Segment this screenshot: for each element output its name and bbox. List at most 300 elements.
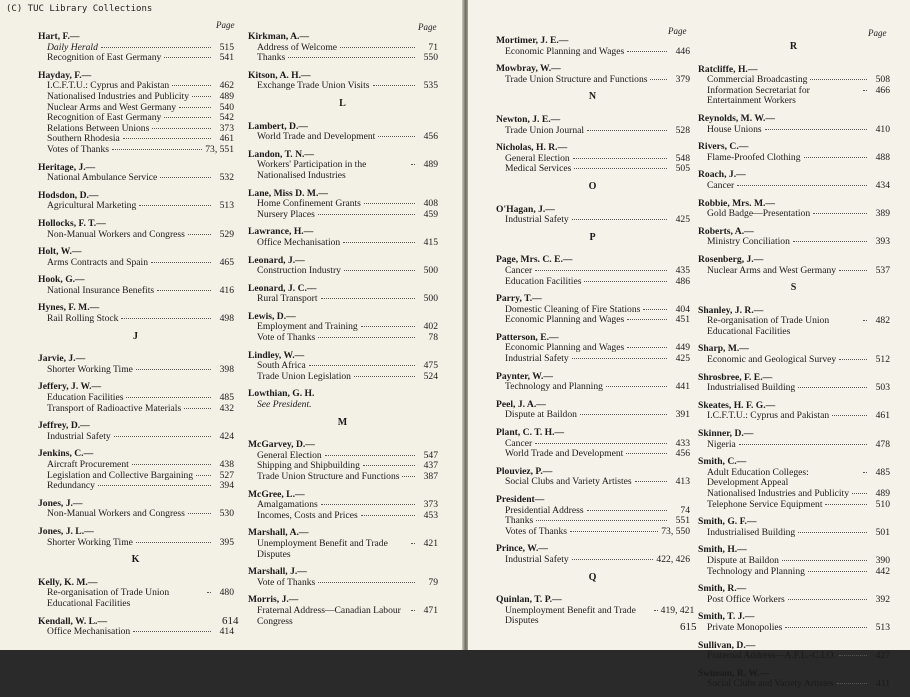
page-column-header: Page — [668, 26, 687, 36]
speaker-name: Skeates, H. F. G.— — [698, 399, 776, 411]
dot-leader — [813, 213, 867, 214]
index-entry — [38, 191, 234, 212]
speaker-name: Reynolds, M. W.— — [698, 112, 776, 124]
page-reference: 79 — [428, 576, 438, 588]
dot-leader — [288, 57, 415, 58]
dot-leader — [164, 57, 211, 58]
index-entry — [698, 306, 890, 338]
dot-leader — [114, 436, 211, 437]
page-reference: 480 — [219, 587, 234, 599]
index-subject-line — [38, 92, 234, 103]
speaker-name: Jones, J. L.— — [38, 525, 94, 537]
speaker-name: Hart, F.— — [38, 31, 80, 42]
speaker-name: Shrosbree, F. E.— — [698, 371, 773, 383]
index-subject-line — [38, 460, 234, 471]
index-subject-line — [248, 578, 438, 589]
subject-text: Cancer — [505, 437, 533, 449]
index-subject-line — [698, 500, 890, 511]
page-reference: 527 — [219, 469, 234, 481]
speaker-name: Quinlan, T. P.— — [496, 594, 562, 606]
dot-leader — [354, 376, 415, 377]
subject-text: Telephone Service Equipment — [707, 498, 823, 510]
index-subject-line — [38, 404, 234, 415]
page-reference: 500 — [423, 293, 438, 305]
page-reference: 432 — [219, 402, 234, 414]
subject-text: Exchange Trade Union Visits — [257, 80, 370, 92]
index-entry — [698, 457, 890, 510]
page-reference: 503 — [875, 382, 890, 394]
dot-leader — [535, 270, 667, 271]
subject-text: Nationalised Industries and Publicity — [707, 488, 850, 499]
dot-leader — [112, 149, 202, 150]
index-subject-line — [698, 556, 890, 567]
speaker-name: Peel, J. A.— — [496, 398, 546, 410]
index-subject-line — [698, 237, 890, 248]
index-subject-line — [38, 230, 234, 241]
speaker-name: McGarvey, D.— — [248, 439, 315, 451]
index-subject-line — [248, 132, 438, 143]
index-entry — [496, 544, 690, 565]
index-subject-line — [698, 181, 890, 192]
index-entry — [248, 389, 438, 410]
speaker-name: Plant, C. T. H.— — [496, 427, 565, 439]
dot-leader — [321, 504, 415, 505]
index-column-right-1 — [496, 35, 695, 634]
index-subject-line — [248, 372, 438, 383]
index-subject-line — [248, 81, 438, 92]
speaker-name: Rivers, C.— — [698, 141, 749, 153]
subject-text: Transport of Radioactive Materials — [47, 402, 182, 414]
speaker-name: Parry, T.— — [496, 293, 542, 305]
subject-text: Education Facilities — [47, 392, 124, 404]
subject-text: Workers' Participation in the Nationalised Industries — [257, 159, 367, 181]
section-letter: S — [790, 282, 798, 294]
dot-leader — [132, 464, 211, 465]
index-entry — [496, 333, 690, 365]
speaker-name: Kirkman, A.— — [248, 31, 310, 42]
subject-text: Votes of Thanks — [47, 143, 110, 155]
index-subject-line — [698, 623, 890, 634]
speaker-name: Skinner, D.— — [698, 428, 754, 440]
page-reference: 542 — [219, 112, 234, 124]
page-reference: 421 — [423, 537, 438, 549]
index-subject-line — [496, 382, 690, 393]
index-subject-line — [496, 215, 690, 226]
dot-leader — [340, 47, 415, 48]
dot-leader — [373, 85, 415, 86]
index-entry — [248, 227, 438, 248]
index-subject-line — [248, 606, 438, 627]
index-subject-line — [496, 266, 690, 277]
subject-text: Commercial Broadcasting — [707, 74, 808, 86]
page-reference: 442 — [875, 565, 890, 577]
page-reference: 73, 550 — [661, 525, 690, 537]
dot-leader — [627, 319, 667, 320]
page-reference: 433 — [675, 437, 690, 449]
index-subject-line — [698, 468, 890, 489]
speaker-name: Smith, R.— — [698, 583, 747, 595]
subject-text: General Election — [505, 152, 570, 164]
subject-text: Nursery Places — [257, 208, 315, 220]
section-letter: K — [131, 554, 141, 566]
index-subject-line — [698, 86, 890, 107]
subject-text: National Ambulance Service — [47, 172, 158, 184]
page-reference: 529 — [219, 228, 234, 240]
index-subject-line — [496, 164, 690, 175]
section-letter: L — [339, 97, 347, 109]
subject-text: National Insurance Benefits — [47, 284, 155, 296]
index-entry — [698, 429, 890, 450]
page-reference: 510 — [875, 498, 890, 510]
index-subject-line — [496, 527, 690, 538]
subject-text: Social Clubs and Variety Artistes — [505, 476, 632, 488]
dot-leader — [587, 130, 667, 131]
page-reference: 389 — [875, 208, 890, 220]
index-entry — [248, 312, 438, 344]
index-entry — [698, 344, 890, 365]
page-reference: 501 — [875, 526, 890, 538]
index-subject-line — [38, 538, 234, 549]
dot-leader — [793, 241, 867, 242]
subject-text: Shorter Working Time — [47, 536, 133, 548]
dot-leader — [839, 655, 867, 656]
index-subject-line — [698, 355, 890, 366]
dot-leader — [361, 515, 415, 516]
speaker-name: Swinson, R. W.— — [698, 667, 770, 679]
page-reference: 419, 421 — [660, 604, 695, 616]
page-reference: 465 — [219, 256, 234, 268]
index-subject-line — [698, 266, 890, 277]
dot-leader — [798, 532, 867, 533]
dot-leader — [172, 85, 211, 86]
dot-leader — [318, 214, 415, 215]
page-reference: 437 — [423, 460, 438, 472]
speaker-name: McGree, L.— — [248, 488, 305, 500]
dot-leader — [863, 90, 867, 91]
index-entry — [248, 351, 438, 383]
dot-leader — [643, 309, 667, 310]
subject-text: Re-organisation of Trade Union Educational Facilities — [707, 315, 830, 337]
subject-text: House Unions — [707, 123, 762, 135]
index-subject-line — [496, 449, 690, 460]
index-entry — [248, 490, 438, 522]
dot-leader — [573, 158, 667, 159]
dot-leader — [318, 582, 415, 583]
page-reference: 446 — [675, 45, 690, 57]
page-reference: 530 — [219, 508, 234, 520]
index-subject-line — [38, 314, 234, 325]
subject-text: Relations Between Unions — [47, 122, 150, 134]
dot-leader — [343, 242, 415, 243]
index-entry — [38, 527, 234, 548]
index-entry — [38, 275, 234, 296]
page-reference: 532 — [219, 172, 234, 184]
index-entry — [496, 400, 690, 421]
speaker-name: President— — [496, 494, 545, 505]
speaker-name: Jarvie, J.— — [38, 353, 86, 365]
subject-text: Aircraft Procurement — [47, 459, 129, 470]
page-column-header: Page — [216, 20, 235, 30]
index-entry — [496, 255, 690, 287]
subject-text: Cancer — [505, 264, 533, 276]
subject-text: Technology and Planning — [505, 381, 603, 393]
index-entry — [38, 303, 234, 324]
index-column-right-2 — [698, 36, 890, 697]
dot-leader — [160, 177, 211, 178]
dot-leader — [126, 397, 211, 398]
page-reference: 387 — [423, 471, 438, 482]
dot-leader — [739, 444, 867, 445]
speaker-name: Jeffery, J. W.— — [38, 381, 102, 393]
speaker-name: Smith, G. F.— — [698, 516, 757, 528]
left-page — [0, 0, 466, 650]
subject-text: Redundancy — [47, 480, 95, 492]
dot-leader — [123, 138, 211, 139]
dot-leader — [798, 387, 867, 388]
index-subject-line — [698, 679, 890, 690]
page-reference: 425 — [675, 353, 690, 365]
index-subject-line — [496, 47, 690, 58]
subject-text: I.C.F.T.U.: Cyprus and Pakistan — [47, 80, 170, 92]
page-reference: 408 — [423, 198, 438, 210]
page-reference: 78 — [428, 332, 438, 344]
index-entry — [248, 256, 438, 277]
dot-leader — [635, 481, 667, 482]
speaker-name: Roach, J.— — [698, 169, 746, 181]
page-reference: 489 — [423, 159, 438, 171]
right-page — [468, 0, 910, 690]
index-entry — [248, 32, 438, 64]
page-reference: 488 — [875, 151, 890, 163]
subject-text: Nationalised Industries and Publicity — [47, 90, 190, 102]
subject-text: Dispute at Baildon — [707, 554, 779, 566]
speaker-name: Hynes, F. M.— — [38, 302, 100, 314]
page-reference: 391 — [675, 409, 690, 421]
subject-text: Economic and Geological Survey — [707, 354, 837, 366]
subject-text: Southern Rhodesia — [47, 133, 120, 145]
speaker-name: Leonard, J. C.— — [248, 282, 317, 294]
speaker-name: Smith, T. J.— — [698, 611, 755, 623]
index-subject-line — [698, 125, 890, 136]
speaker-name: Paynter, W.— — [496, 370, 553, 382]
section-letter: O — [588, 180, 598, 192]
index-entry — [38, 219, 234, 240]
dot-leader — [318, 337, 415, 338]
subject-text: Shorter Working Time — [47, 363, 133, 375]
page-reference: 547 — [423, 449, 438, 461]
page-reference: 404 — [675, 303, 690, 315]
subject-text: Thanks — [505, 515, 534, 527]
index-entry — [698, 669, 890, 690]
index-subject-line — [698, 528, 890, 539]
page-reference: 540 — [219, 101, 234, 113]
dot-leader — [839, 359, 867, 360]
index-subject-line — [698, 153, 890, 164]
subject-text: Amalgamations — [257, 499, 318, 511]
dot-leader — [852, 493, 867, 494]
page-reference: 390 — [875, 554, 890, 566]
index-entry — [698, 641, 890, 662]
index-subject-line — [496, 477, 690, 488]
subject-text: Office Mechanisation — [47, 626, 131, 638]
index-subject-line — [496, 354, 690, 365]
subject-text: Industrial Safety — [47, 430, 111, 442]
page-reference: 416 — [219, 284, 234, 296]
page-reference: 394 — [219, 480, 234, 492]
index-entry — [248, 440, 438, 482]
index-subject-line — [698, 440, 890, 451]
dot-leader — [650, 79, 667, 80]
index-entry — [38, 617, 234, 638]
page-reference: 548 — [675, 152, 690, 164]
page-reference: 535 — [423, 80, 438, 92]
index-column-left-2 — [248, 32, 438, 634]
dot-leader — [782, 560, 867, 561]
index-entry — [38, 499, 234, 520]
subject-text: Nigeria — [707, 438, 736, 450]
speaker-name: Morris, J.— — [248, 594, 299, 606]
dot-leader — [411, 610, 415, 611]
page-reference: 456 — [675, 448, 690, 460]
index-entry — [38, 163, 234, 184]
dot-leader — [808, 571, 867, 572]
speaker-name: Lindley, W.— — [248, 349, 305, 361]
page-reference: 71 — [428, 41, 438, 53]
subject-text: Votes of Thanks — [505, 525, 568, 537]
speaker-name: Hook, G.— — [38, 274, 85, 286]
index-column-left-1 — [38, 32, 234, 645]
page-reference: 528 — [675, 124, 690, 136]
index-entry — [496, 294, 690, 326]
index-subject-line — [248, 539, 438, 560]
index-entry — [698, 142, 890, 163]
index-subject-line — [496, 277, 690, 288]
speaker-name: O'Hagan, J.— — [496, 203, 555, 215]
index-subject-line — [698, 489, 890, 500]
page-reference: 541 — [219, 52, 234, 64]
speaker-name: Hollocks, F. T.— — [38, 217, 106, 229]
index-subject-line — [496, 410, 690, 421]
speaker-name: Jeffrey, D.— — [38, 420, 90, 432]
dot-leader — [164, 117, 211, 118]
dot-leader — [580, 414, 667, 415]
page-reference: 427 — [875, 650, 890, 662]
index-entry — [496, 36, 690, 57]
index-entry — [38, 354, 234, 375]
page-reference: 485 — [875, 466, 890, 478]
speaker-name: Smith, C.— — [698, 456, 747, 468]
index-entry — [698, 545, 890, 577]
page-reference: 513 — [219, 200, 234, 212]
dot-leader — [572, 559, 654, 560]
index-entry — [698, 255, 890, 276]
subject-text: Office Mechanisation — [257, 236, 341, 248]
page-reference: 435 — [675, 264, 690, 276]
dot-leader — [188, 513, 211, 514]
page-reference: 402 — [423, 321, 438, 333]
dot-leader — [133, 631, 211, 632]
page-reference: 461 — [875, 410, 890, 422]
subject-text: Industrial Safety — [505, 353, 569, 365]
index-entry — [38, 578, 234, 610]
index-entry — [698, 170, 890, 191]
subject-text: Unemployment Benefit and Trade Disputes — [505, 604, 636, 627]
speaker-name: Nicholas, H. R.— — [496, 142, 568, 154]
dot-leader — [627, 347, 667, 348]
dot-leader — [188, 234, 211, 235]
dot-leader — [196, 475, 211, 476]
page-number-right: 615 — [680, 621, 697, 633]
page-reference: 515 — [219, 41, 234, 53]
index-subject-line — [248, 238, 438, 249]
page-reference: 373 — [219, 122, 234, 134]
speaker-name: Prince, W.— — [496, 543, 548, 555]
dot-leader — [572, 358, 667, 359]
speaker-name: Newton, J. E.— — [496, 113, 561, 125]
index-entry — [496, 467, 690, 488]
index-entry — [496, 143, 690, 175]
dot-leader — [179, 107, 211, 108]
index-subject-line — [38, 53, 234, 64]
section-letter: Q — [588, 571, 598, 583]
page-reference: 462 — [219, 80, 234, 92]
subject-text: Economic Planning and Wages — [505, 45, 625, 57]
index-entry — [496, 372, 690, 393]
subject-text: Daily Herald — [47, 41, 98, 53]
page-reference: 508 — [875, 74, 890, 86]
index-subject-line — [38, 258, 234, 269]
page-reference: 461 — [219, 133, 234, 145]
index-entry — [38, 32, 234, 64]
index-entry — [38, 71, 234, 156]
speaker-name: Heritage, J.— — [38, 161, 96, 173]
page-reference: 449 — [675, 342, 690, 354]
section-letter: P — [589, 231, 597, 243]
subject-text: World Trade and Development — [257, 131, 376, 143]
speaker-name: Kendall, W. L.— — [38, 615, 108, 627]
speaker-name: Leonard, J.— — [248, 254, 305, 266]
index-entry — [698, 65, 890, 107]
speaker-name: Marshall, J.— — [248, 566, 307, 578]
dot-leader — [788, 599, 867, 600]
dot-leader — [192, 96, 211, 97]
page-reference: 459 — [423, 208, 438, 220]
page-column-header: Page — [868, 28, 887, 38]
index-entry — [496, 64, 690, 85]
dot-leader — [101, 47, 211, 48]
subject-text: Home Confinement Grants — [257, 198, 361, 210]
page-reference: 453 — [423, 509, 438, 521]
index-subject-line — [38, 432, 234, 443]
index-subject-line — [496, 604, 695, 627]
dot-leader — [152, 128, 211, 129]
speaker-name: Lambert, D.— — [248, 120, 308, 132]
dot-leader — [136, 542, 211, 543]
section-letter: N — [588, 91, 598, 103]
index-subject-line — [38, 365, 234, 376]
speaker-name: Plouviez, P.— — [496, 465, 553, 477]
speaker-name: Roberts, A.— — [698, 225, 754, 237]
index-entry — [38, 449, 234, 491]
dot-leader — [207, 592, 211, 593]
page-reference: 512 — [875, 354, 890, 366]
index-entry — [248, 150, 438, 182]
page-reference: 471 — [423, 604, 438, 616]
page-reference: 414 — [219, 626, 234, 638]
speaker-name: Robbie, Mrs. M.— — [698, 197, 776, 209]
subject-text: Vote of Thanks — [257, 576, 316, 588]
subject-text: Construction Industry — [257, 265, 341, 277]
